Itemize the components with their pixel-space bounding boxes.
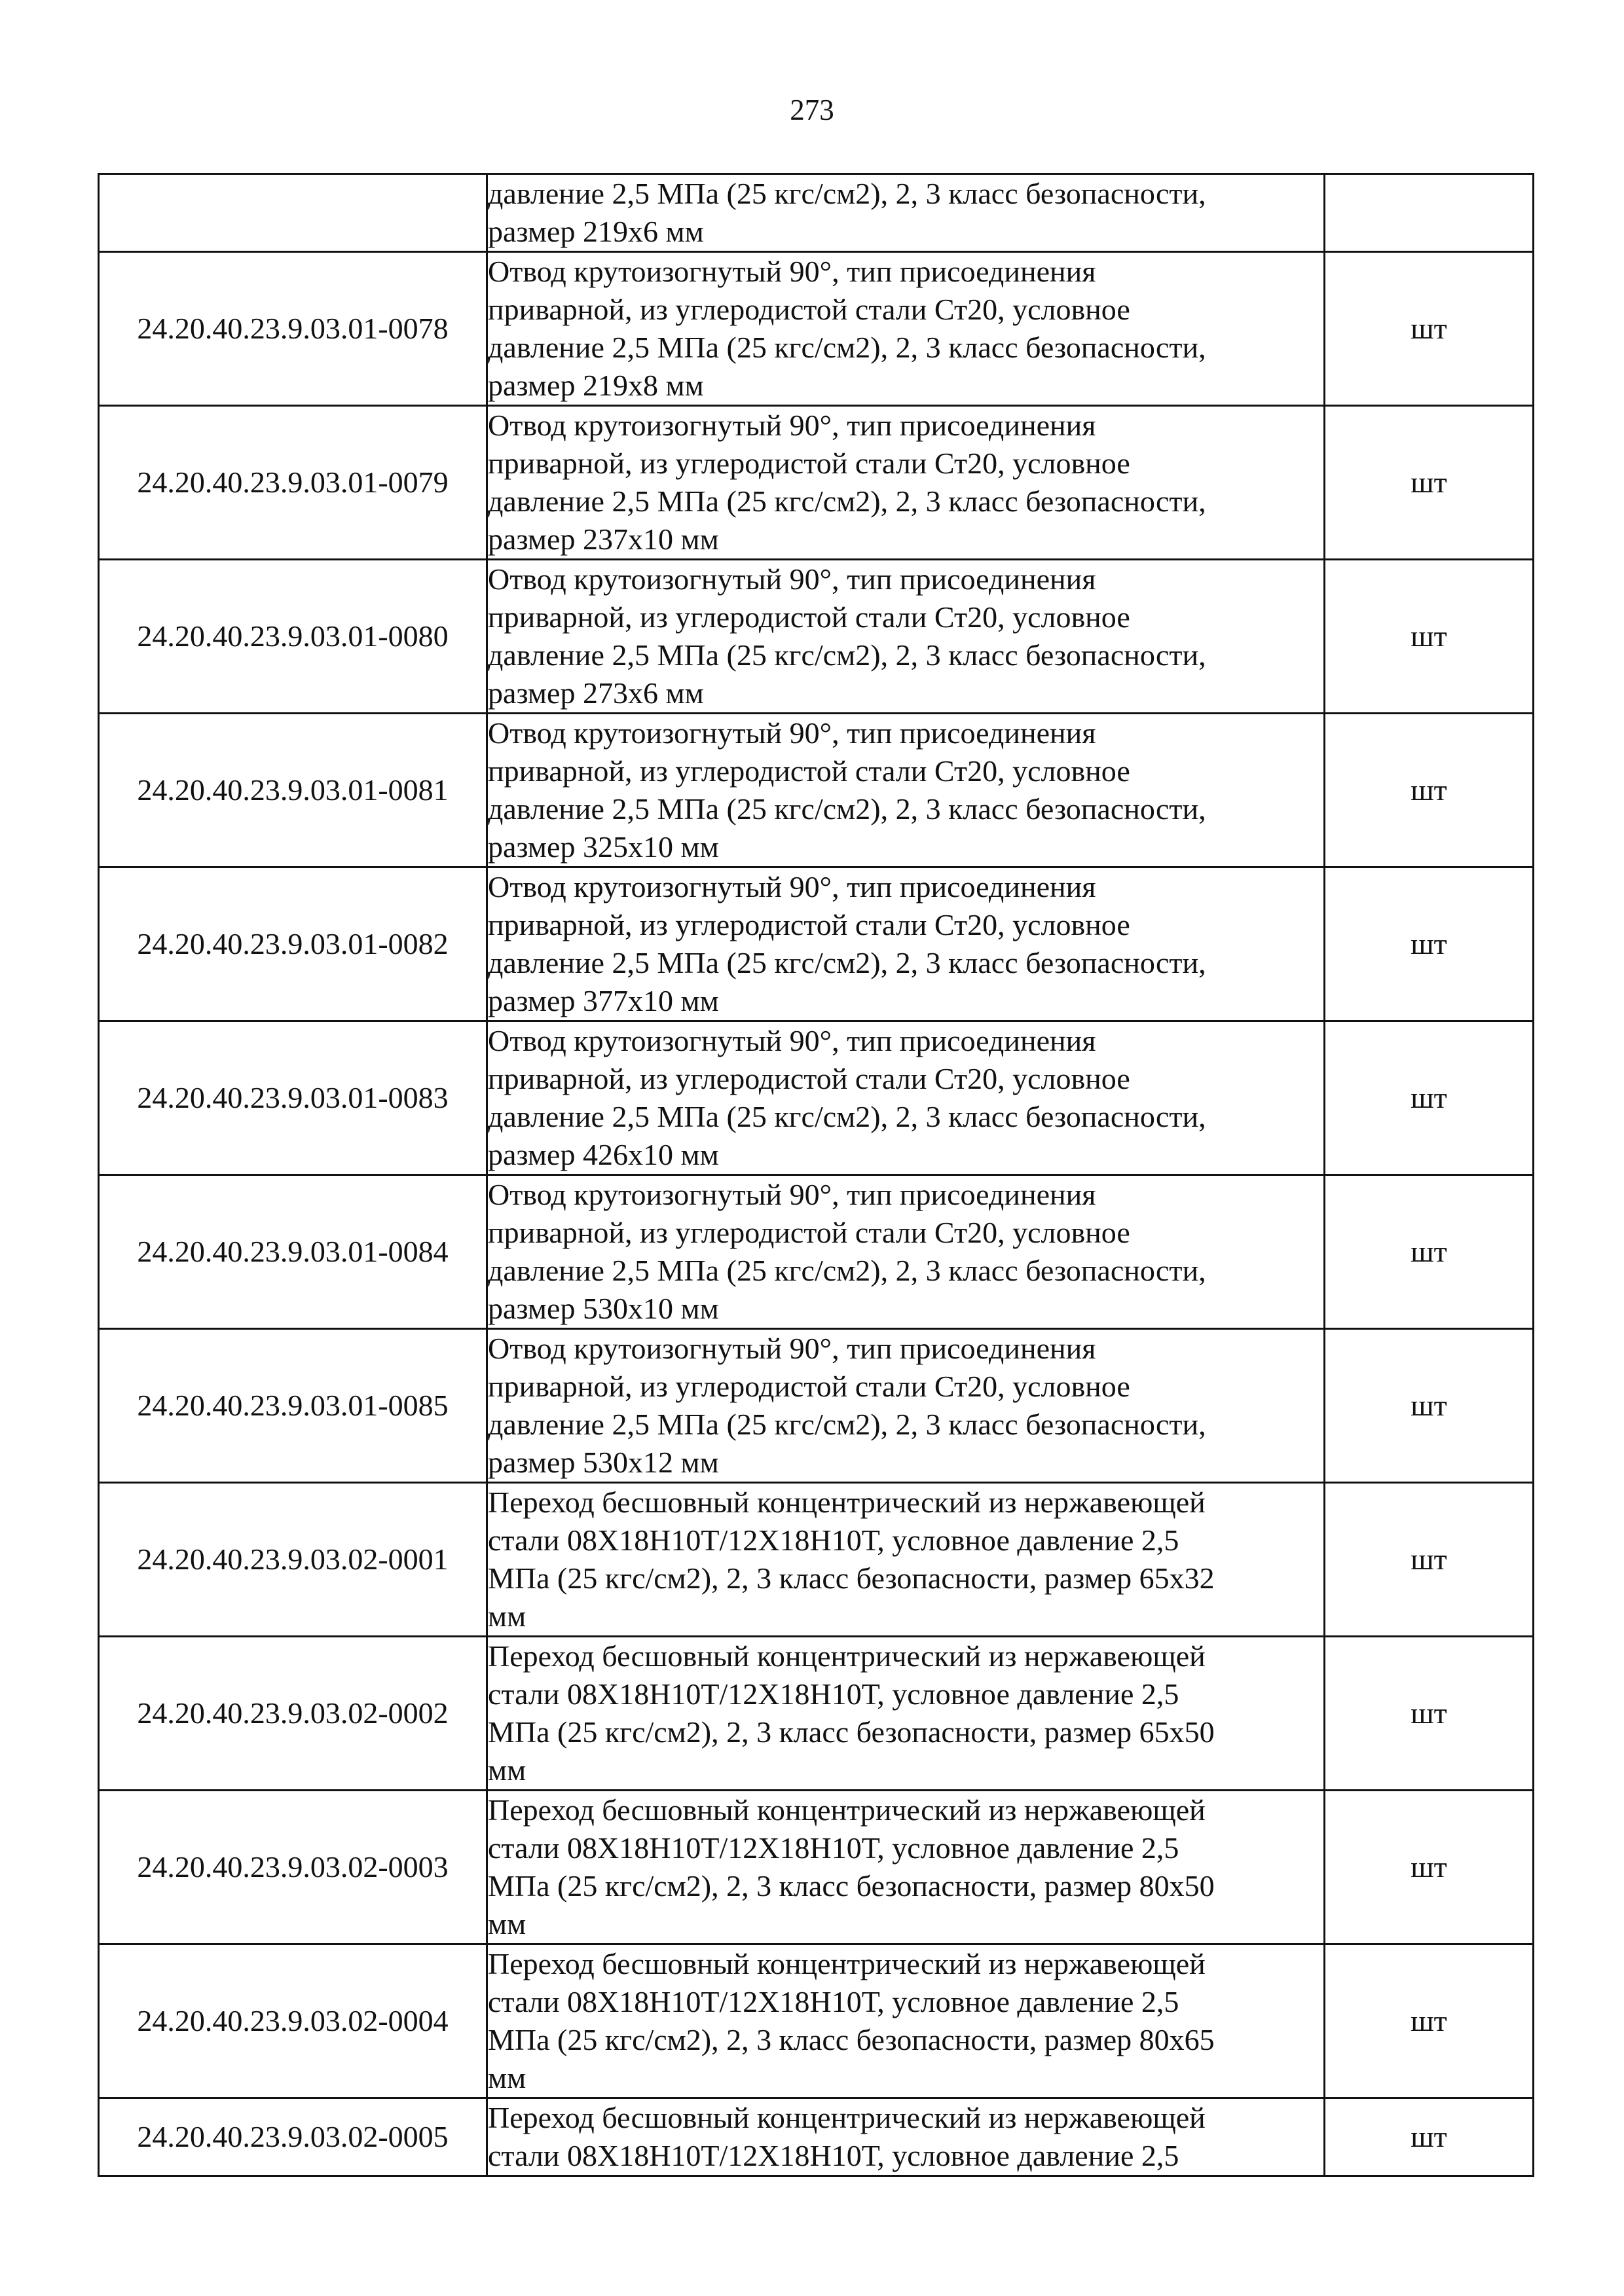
description-line: размер 219х6 мм	[488, 215, 704, 248]
unit-cell	[1325, 174, 1534, 252]
resource-description-cell	[487, 1944, 1325, 2098]
description-line: приварной, из углеродистой стали Ст20, условное	[488, 446, 1130, 480]
resource-table	[98, 173, 1534, 2177]
resource-code-cell: 24.20.40.23.9.03.01-0084	[99, 1175, 487, 1329]
description-line: давление 2,5 МПа (25 кгс/см2), 2, 3 класс безопасности,	[488, 638, 1206, 672]
description-line: Переход бесшовный концентрический из нержавеющей	[488, 2101, 1206, 2134]
table-row	[99, 1637, 1534, 1791]
table-row	[99, 714, 1534, 867]
resource-description-cell	[487, 714, 1325, 867]
description-line: стали 08Х18Н10Т/12Х18Н10Т, условное давление 2,5	[488, 1523, 1179, 1557]
description-line: Отвод крутоизогнутый 90°, тип присоединения	[488, 870, 1096, 903]
description-line: приварной, из углеродистой стали Ст20, условное	[488, 1216, 1130, 1249]
resource-description-cell	[487, 867, 1325, 1021]
description-line: размер 377х10 мм	[488, 984, 719, 1017]
description-line: давление 2,5 МПа (25 кгс/см2), 2, 3 класс безопасности,	[488, 331, 1206, 364]
table-row	[99, 1329, 1534, 1483]
description-line: давление 2,5 МПа (25 кгс/см2), 2, 3 класс безопасности,	[488, 946, 1206, 979]
resource-code-cell: 24.20.40.23.9.03.02-0002	[99, 1637, 487, 1791]
resource-description-cell	[487, 1791, 1325, 1944]
resource-code-cell	[99, 174, 487, 252]
description-line: приварной, из углеродистой стали Ст20, условное	[488, 1370, 1130, 1403]
description-line: мм	[488, 1753, 526, 1787]
unit-cell: шт	[1325, 1483, 1534, 1637]
description-line: мм	[488, 1907, 526, 1941]
resource-description-cell	[487, 406, 1325, 560]
page-number: 273	[790, 94, 834, 126]
resource-code-cell: 24.20.40.23.9.03.01-0085	[99, 1329, 487, 1483]
description-line: приварной, из углеродистой стали Ст20, условное	[488, 600, 1130, 634]
description-line: стали 08Х18Н10Т/12Х18Н10Т, условное давление 2,5	[488, 1677, 1179, 1711]
resource-description-cell	[487, 1329, 1325, 1483]
unit-cell: шт	[1325, 2098, 1534, 2176]
description-line: Отвод крутоизогнутый 90°, тип присоединения	[488, 1024, 1096, 1057]
description-line: размер 530х12 мм	[488, 1446, 719, 1479]
description-line: давление 2,5 МПа (25 кгс/см2), 2, 3 класс безопасности,	[488, 177, 1206, 210]
resource-code-cell: 24.20.40.23.9.03.02-0001	[99, 1483, 487, 1637]
resource-code-cell: 24.20.40.23.9.03.01-0081	[99, 714, 487, 867]
resource-description-cell	[487, 1175, 1325, 1329]
description-line: размер 219х8 мм	[488, 369, 704, 402]
description-line: МПа (25 кгс/см2), 2, 3 класс безопасности, размер 80х65	[488, 2023, 1215, 2056]
resource-code-cell: 24.20.40.23.9.03.02-0003	[99, 1791, 487, 1944]
unit-cell: шт	[1325, 1175, 1534, 1329]
table-row	[99, 2098, 1534, 2176]
unit-cell: шт	[1325, 252, 1534, 406]
resource-description-cell	[487, 1021, 1325, 1175]
description-line: Отвод крутоизогнутый 90°, тип присоединения	[488, 562, 1096, 596]
table-row	[99, 1791, 1534, 1944]
resource-code-cell: 24.20.40.23.9.03.02-0005	[99, 2098, 487, 2176]
table-row	[99, 1175, 1534, 1329]
description-line: размер 530х10 мм	[488, 1292, 719, 1325]
description-line: Отвод крутоизогнутый 90°, тип присоединения	[488, 716, 1096, 750]
unit-cell: шт	[1325, 1637, 1534, 1791]
description-line: давление 2,5 МПа (25 кгс/см2), 2, 3 класс безопасности,	[488, 1408, 1206, 1441]
resource-code-cell: 24.20.40.23.9.03.01-0079	[99, 406, 487, 560]
description-line: Отвод крутоизогнутый 90°, тип присоединения	[488, 255, 1096, 288]
table-body	[99, 174, 1534, 2176]
description-line: Переход бесшовный концентрический из нержавеющей	[488, 1485, 1206, 1519]
description-line: давление 2,5 МПа (25 кгс/см2), 2, 3 класс безопасности,	[488, 792, 1206, 826]
description-line: размер 237х10 мм	[488, 522, 719, 556]
resource-description-cell	[487, 252, 1325, 406]
description-line: приварной, из углеродистой стали Ст20, условное	[488, 293, 1130, 326]
description-line: стали 08Х18Н10Т/12Х18Н10Т, условное давление 2,5	[488, 1985, 1179, 2018]
description-line: стали 08Х18Н10Т/12Х18Н10Т, условное давление 2,5	[488, 1831, 1179, 1865]
description-line: Отвод крутоизогнутый 90°, тип присоединения	[488, 409, 1096, 442]
description-line: Отвод крутоизогнутый 90°, тип присоединения	[488, 1332, 1096, 1365]
resource-code-cell: 24.20.40.23.9.03.01-0080	[99, 560, 487, 714]
description-line: МПа (25 кгс/см2), 2, 3 класс безопасности, размер 65х32	[488, 1561, 1215, 1595]
description-line: давление 2,5 МПа (25 кгс/см2), 2, 3 класс безопасности,	[488, 1100, 1206, 1133]
unit-cell: шт	[1325, 1021, 1534, 1175]
resource-description-cell	[487, 2098, 1325, 2176]
description-line: приварной, из углеродистой стали Ст20, условное	[488, 908, 1130, 941]
unit-cell: шт	[1325, 1944, 1534, 2098]
table-row	[99, 406, 1534, 560]
resource-code-cell: 24.20.40.23.9.03.01-0078	[99, 252, 487, 406]
table-row	[99, 560, 1534, 714]
description-line: размер 273х6 мм	[488, 676, 704, 710]
description-line: Переход бесшовный концентрический из нержавеющей	[488, 1639, 1206, 1673]
unit-cell: шт	[1325, 560, 1534, 714]
unit-cell: шт	[1325, 406, 1534, 560]
resource-code-cell: 24.20.40.23.9.03.01-0083	[99, 1021, 487, 1175]
resource-code-cell: 24.20.40.23.9.03.01-0082	[99, 867, 487, 1021]
resource-description-cell	[487, 1637, 1325, 1791]
table-row	[99, 1944, 1534, 2098]
unit-cell: шт	[1325, 1791, 1534, 1944]
unit-cell: шт	[1325, 714, 1534, 867]
unit-cell: шт	[1325, 1329, 1534, 1483]
description-line: размер 426х10 мм	[488, 1138, 719, 1171]
table-row	[99, 1021, 1534, 1175]
table-row	[99, 174, 1534, 252]
description-line: приварной, из углеродистой стали Ст20, условное	[488, 754, 1130, 788]
description-line: стали 08Х18Н10Т/12Х18Н10Т, условное давление 2,5	[488, 2139, 1179, 2172]
description-line: Переход бесшовный концентрический из нержавеющей	[488, 1947, 1206, 1980]
resource-description-cell	[487, 560, 1325, 714]
table-row	[99, 252, 1534, 406]
description-line: МПа (25 кгс/см2), 2, 3 класс безопасности, размер 65х50	[488, 1715, 1215, 1749]
table-row	[99, 867, 1534, 1021]
resource-description-cell	[487, 1483, 1325, 1637]
resource-description-cell	[487, 174, 1325, 252]
description-line: Отвод крутоизогнутый 90°, тип присоединения	[488, 1178, 1096, 1211]
table-row	[99, 1483, 1534, 1637]
unit-cell: шт	[1325, 867, 1534, 1021]
description-line: МПа (25 кгс/см2), 2, 3 класс безопасности, размер 80х50	[488, 1869, 1215, 1903]
description-line: Переход бесшовный концентрический из нержавеющей	[488, 1793, 1206, 1827]
description-line: мм	[488, 2061, 526, 2094]
description-line: мм	[488, 1599, 526, 1633]
description-line: размер 325х10 мм	[488, 830, 719, 864]
description-line: давление 2,5 МПа (25 кгс/см2), 2, 3 класс безопасности,	[488, 484, 1206, 518]
description-line: приварной, из углеродистой стали Ст20, условное	[488, 1062, 1130, 1095]
resource-code-cell: 24.20.40.23.9.03.02-0004	[99, 1944, 487, 2098]
description-line: давление 2,5 МПа (25 кгс/см2), 2, 3 класс безопасности,	[488, 1254, 1206, 1287]
